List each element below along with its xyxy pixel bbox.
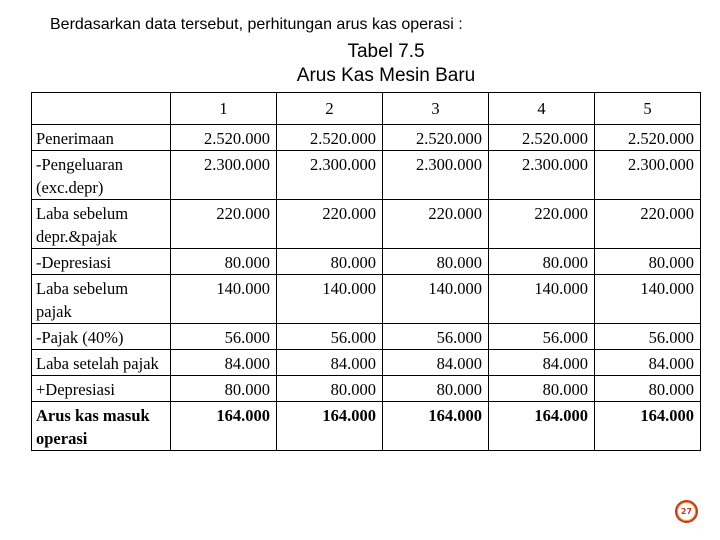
cell-value: 56.000: [277, 324, 383, 350]
table-row: [32, 376, 701, 402]
cash-flow-table: [31, 92, 701, 451]
cell-value: 2.520.000: [595, 125, 701, 151]
cell-value: 84.000: [277, 350, 383, 376]
header-cell-year: 5: [595, 93, 701, 125]
table-row: [32, 151, 701, 200]
cell-value: 2.520.000: [277, 125, 383, 151]
cell-value: 164.000: [595, 402, 701, 451]
cell-value: 80.000: [277, 376, 383, 402]
cell-value: 220.000: [383, 200, 489, 249]
cell-value: 56.000: [489, 324, 595, 350]
row-label: Laba setelah pajak: [32, 350, 171, 376]
cell-value: 220.000: [595, 200, 701, 249]
row-label: Arus kas masuk operasi: [32, 402, 171, 451]
cell-value: 2.300.000: [171, 151, 277, 200]
table-row-total: [32, 402, 701, 451]
cell-value: 140.000: [277, 275, 383, 324]
row-label: Laba sebelum depr.&pajak: [32, 200, 171, 249]
table-row: [32, 324, 701, 350]
cell-value: 2.520.000: [171, 125, 277, 151]
table-row: [32, 275, 701, 324]
cell-value: 80.000: [171, 376, 277, 402]
header-cell-year: 3: [383, 93, 489, 125]
header-cell-year: 1: [171, 93, 277, 125]
cell-value: 80.000: [171, 249, 277, 275]
cell-value: 84.000: [171, 350, 277, 376]
cell-value: 80.000: [489, 376, 595, 402]
cell-value: 164.000: [489, 402, 595, 451]
cell-value: 84.000: [595, 350, 701, 376]
header-cell-year: 4: [489, 93, 595, 125]
row-label: -Depresiasi: [32, 249, 171, 275]
cell-value: 84.000: [489, 350, 595, 376]
table-row: [32, 200, 701, 249]
cell-value: 220.000: [171, 200, 277, 249]
header-cell-blank: [32, 93, 171, 125]
cell-value: 56.000: [171, 324, 277, 350]
cell-value: 56.000: [595, 324, 701, 350]
cell-value: 80.000: [489, 249, 595, 275]
table-row: [32, 350, 701, 376]
row-label: Laba sebelum pajak: [32, 275, 171, 324]
table-subtitle: Arus Kas Mesin Baru: [296, 65, 476, 86]
cell-value: 80.000: [383, 249, 489, 275]
cell-value: 80.000: [277, 249, 383, 275]
header-cell-year: 2: [277, 93, 383, 125]
table-row: [32, 125, 701, 151]
row-label: -Pengeluaran (exc.depr): [32, 151, 171, 200]
page-number-badge: 27: [675, 500, 698, 523]
cell-value: 140.000: [489, 275, 595, 324]
row-label: +Depresiasi: [32, 376, 171, 402]
cell-value: 2.520.000: [383, 125, 489, 151]
cell-value: 80.000: [383, 376, 489, 402]
cell-value: 2.300.000: [489, 151, 595, 200]
cell-value: 220.000: [489, 200, 595, 249]
cell-value: 164.000: [171, 402, 277, 451]
cell-value: 80.000: [595, 249, 701, 275]
cell-value: 2.300.000: [277, 151, 383, 200]
table-title: Tabel 7.5: [347, 41, 425, 62]
cell-value: 164.000: [277, 402, 383, 451]
cell-value: 56.000: [383, 324, 489, 350]
row-label: Penerimaan: [32, 125, 171, 151]
cell-value: 140.000: [383, 275, 489, 324]
cell-value: 2.300.000: [595, 151, 701, 200]
cell-value: 80.000: [595, 376, 701, 402]
cell-value: 2.520.000: [489, 125, 595, 151]
cell-value: 140.000: [171, 275, 277, 324]
cell-value: 140.000: [595, 275, 701, 324]
cell-value: 84.000: [383, 350, 489, 376]
table-row: [32, 249, 701, 275]
table-header-row: [32, 93, 701, 125]
cell-value: 164.000: [383, 402, 489, 451]
cell-value: 220.000: [277, 200, 383, 249]
row-label: -Pajak (40%): [32, 324, 171, 350]
intro-text: Berdasarkan data tersebut, perhitungan arus kas operasi :: [50, 16, 463, 33]
cell-value: 2.300.000: [383, 151, 489, 200]
